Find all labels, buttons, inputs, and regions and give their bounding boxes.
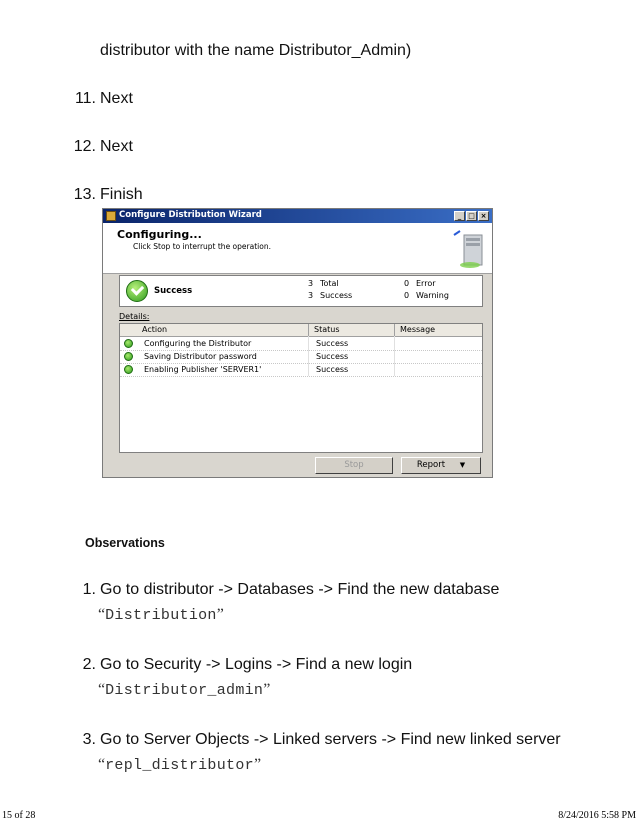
success-check-icon [124, 352, 133, 361]
stop-button[interactable] [315, 457, 393, 474]
quote-open: “ [98, 756, 106, 773]
wizard-header [103, 223, 492, 274]
observations-heading: Observations [85, 536, 165, 550]
error-label: Error [416, 279, 436, 288]
report-button[interactable] [401, 457, 481, 474]
server-icon [452, 229, 486, 269]
grid-header [120, 324, 482, 337]
warning-count: 0 [404, 291, 410, 300]
wizard-header-subtitle: Click Stop to interrupt the operation. [133, 242, 271, 251]
column-action[interactable]: Action [142, 325, 168, 334]
success-check-icon [124, 339, 133, 348]
row-action: Configuring the Distributor [144, 339, 252, 348]
intro-text: distributor with the name Distributor_Admin) [100, 42, 412, 59]
wizard-title: Configure Distribution Wizard [119, 210, 262, 220]
quote-close: ” [263, 681, 271, 698]
close-button[interactable]: × [478, 211, 489, 221]
success-check-icon [126, 280, 148, 302]
observation-number: 3. [82, 731, 96, 748]
observation-text: Go to Security -> Logins -> Find a new login [100, 656, 413, 673]
observation-code-line [98, 606, 224, 624]
row-status: Success [316, 365, 349, 374]
wizard-titlebar [103, 209, 492, 223]
observation-code-line [98, 681, 270, 699]
details-label: Details: [119, 312, 150, 321]
page-number: 15 of 28 [2, 810, 36, 821]
observation-1 [64, 581, 584, 627]
step-text: Finish [100, 186, 143, 203]
observation-2 [64, 656, 584, 702]
error-count: 0 [404, 279, 410, 288]
success-label: Success [320, 291, 353, 300]
quote-open: “ [98, 681, 106, 698]
quote-close: ” [216, 606, 224, 623]
observation-number: 1. [82, 581, 96, 598]
observation-text: Go to distributor -> Databases -> Find the new database [100, 581, 500, 598]
print-datetime: 8/24/2016 5:58 PM [558, 810, 636, 821]
wizard-screenshot [102, 208, 493, 478]
quote-close: ” [253, 756, 262, 773]
row-action: Saving Distributor password [144, 352, 257, 361]
table-row[interactable] [120, 337, 482, 351]
column-status[interactable]: Status [314, 325, 340, 334]
success-check-icon [124, 365, 133, 374]
warning-label: Warning [416, 291, 449, 300]
table-row[interactable] [120, 350, 482, 364]
row-action: Enabling Publisher 'SERVER1' [144, 365, 262, 374]
details-grid[interactable] [119, 323, 483, 453]
column-message[interactable]: Message [400, 325, 436, 334]
intro-line [100, 42, 411, 60]
quote-open: “ [98, 606, 106, 623]
observation-3 [64, 731, 624, 777]
success-count: 3 [308, 291, 314, 300]
observation-code: Distributor_admin [105, 682, 264, 699]
observation-code-line [98, 756, 261, 774]
wizard-header-title: Configuring... [117, 228, 202, 241]
observation-code: repl_distributor [105, 757, 254, 774]
chevron-down-icon: ▼ [459, 461, 466, 469]
stop-label: Stop [344, 460, 364, 470]
step-text: Next [100, 138, 133, 155]
total-label: Total [320, 279, 339, 288]
wizard-app-icon [106, 211, 116, 221]
summary-panel [119, 275, 483, 307]
report-label: Report [416, 460, 446, 470]
step-text: Next [100, 90, 133, 107]
step-number: 11. [74, 90, 96, 107]
step-number: 12. [73, 138, 96, 155]
table-row[interactable] [120, 363, 482, 377]
observation-number: 2. [82, 656, 96, 673]
row-status: Success [316, 352, 349, 361]
minimize-button[interactable]: _ [454, 211, 465, 221]
total-count: 3 [308, 279, 314, 288]
maximize-button[interactable]: □ [466, 211, 477, 221]
row-status: Success [316, 339, 349, 348]
observation-code: Distribution [105, 607, 217, 624]
observation-text: Go to Server Objects -> Linked servers -> Find new linked server [100, 731, 561, 748]
step-number: 13. [73, 186, 96, 203]
summary-status: Success [154, 286, 193, 296]
